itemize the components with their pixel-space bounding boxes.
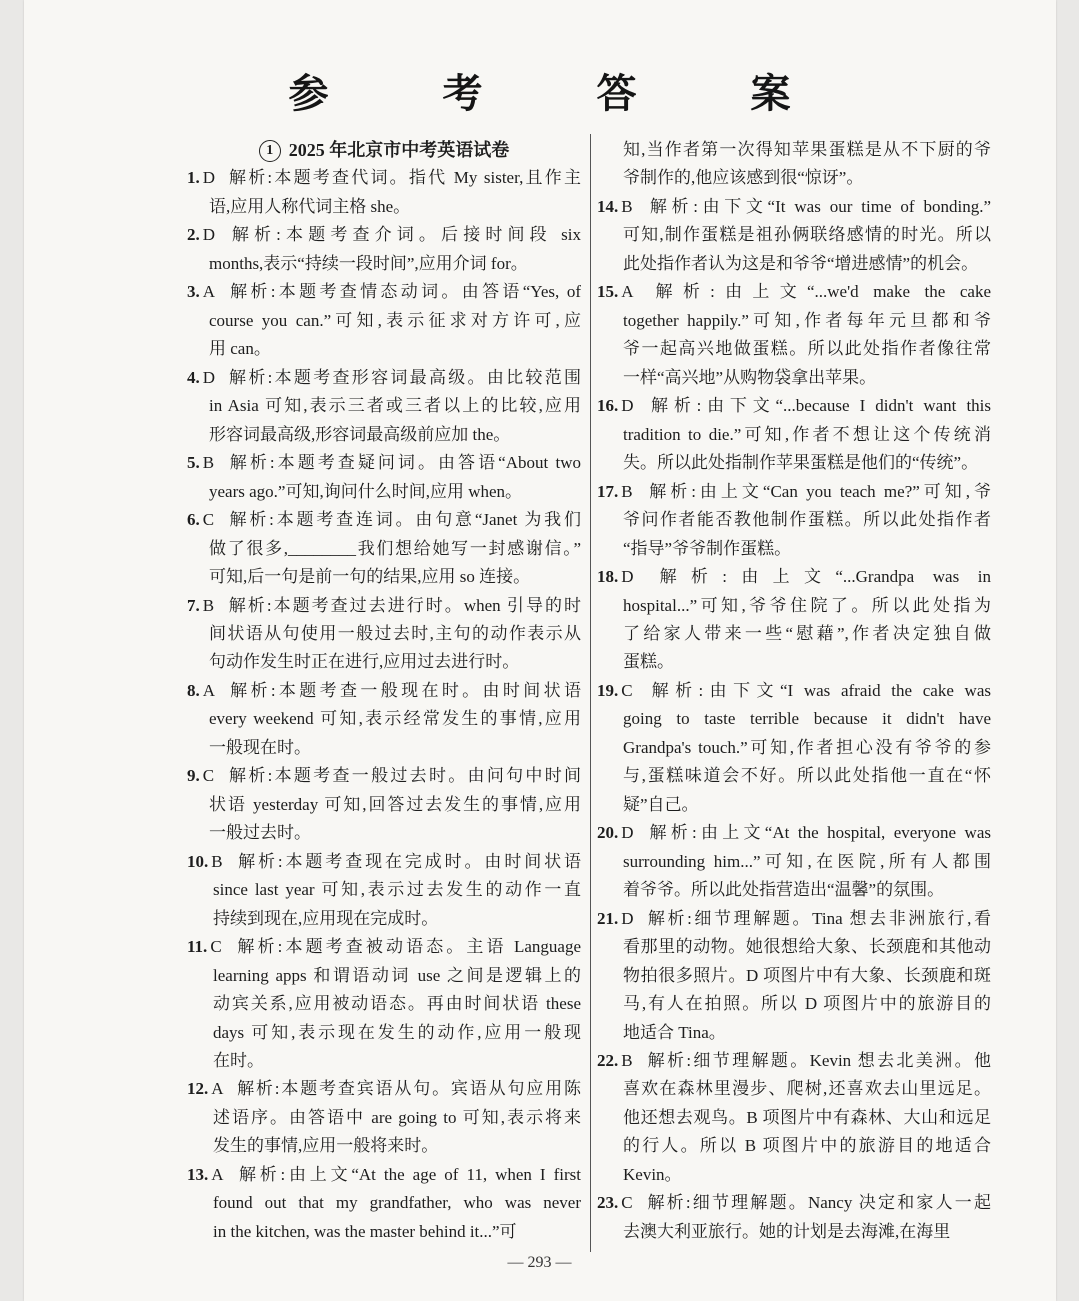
answer-text: 解析:细节理解题。Kevin 想去北美洲。他 [645,1051,991,1070]
answer-item [187,1075,581,1160]
answer-item [187,164,581,221]
answer-choice: B [202,453,215,473]
answer-line [597,364,991,392]
answer-text: 形容词最高级,形容词最高级前应加 the。 [209,424,511,444]
answer-text: every weekend 可知,表示经常发生的事情,应用 [209,709,581,729]
answer-text: 句动作发生时正在进行,应用过去进行时。 [209,652,520,672]
answer-choice: D [621,396,634,416]
answer-line [597,335,991,363]
answer-number: 23. [597,1193,619,1213]
answer-text: 着爷爷。所以此处指营造出“温馨”的氛围。 [623,880,945,900]
answer-text: 一般现在时。 [209,737,311,757]
answer-line [597,762,991,790]
answer-text: 失。所以此处指制作苹果蛋糕是他们的“传统”。 [623,453,979,473]
answer-choice: A [211,1079,224,1099]
answer-line [597,677,991,705]
answer-item [597,478,991,563]
answer-text: 解析:由上文“At the hospital, everyone was [645,823,991,843]
answer-number: 5. [187,453,200,473]
answer-text: 解析:本题考查宾语从句。宾语从句应用陈 [235,1079,581,1099]
answer-text: 解析:本题考查情态动词。由答语“Yes, of [226,282,581,302]
section-title: 2025 年北京市中考英语试卷 [288,140,510,160]
answer-text: 解析:本题考查疑问词。由答语“About two [226,453,581,473]
answer-text: 解析:由上文“Can you teach me?”可知,爷 [645,481,991,501]
answer-text: 解析:本题考查连词。由句意“Janet 为我们 [226,510,581,530]
answer-line [187,221,581,249]
answer-number: 3. [187,282,200,302]
answer-line [187,1104,581,1132]
answer-item [597,1189,991,1246]
answer-text: 解析:由上文“...Grandpa was in [645,567,991,587]
answer-line [597,1218,991,1246]
answer-line [187,648,581,676]
answer-line [597,221,991,249]
answer-text: 解析:本题考查一般现在时。由时间状语 [226,680,581,700]
answer-line [187,478,581,506]
answer-text: since last year 可知,表示过去发生的动作一直 [213,880,581,900]
answer-number: 21. [597,908,619,928]
answer-number: 14. [597,196,619,216]
answer-line [597,1019,991,1047]
answer-text: 与,蛋糕味道会不好。所以此处指他一直在“怀 [623,766,991,786]
answer-line [597,307,991,335]
answer-line [187,1075,581,1103]
answer-line [597,1189,991,1217]
answer-item [597,193,991,278]
answer-line [187,335,581,363]
answer-line [597,791,991,819]
answer-line [187,278,581,306]
answer-line [187,876,581,904]
answer-line [597,449,991,477]
answer-item [597,677,991,819]
answer-line [187,535,581,563]
answer-choice: C [210,937,222,957]
answer-line [187,762,581,790]
answer-text: 持续到现在,应用现在完成时。 [213,908,439,928]
answer-number: 22. [597,1051,619,1070]
answer-line [187,592,581,620]
answer-number: 18. [597,567,619,587]
answer-line [187,705,581,733]
answer-choice: B [621,481,633,501]
answer-text: 解析:细节理解题。Nancy 决定和家人一起 [645,1193,991,1213]
answer-line [187,193,581,221]
answer-text: 述语序。由答语中 are going to 可知,表示将来 [213,1107,581,1127]
answer-line [187,392,581,420]
answer-line [597,421,991,449]
answer-line [187,1189,581,1217]
answer-choice: D [202,168,216,188]
answer-choice: D [621,823,634,843]
answer-line [597,478,991,506]
answer-text: 发生的事情,应用一般将来时。 [213,1136,439,1156]
answer-line [187,307,581,335]
answer-line [597,990,991,1018]
answer-text: 可知,制作蛋糕是祖孙俩联络感情的时光。所以 [623,225,991,245]
answer-line [597,563,991,591]
answer-line [187,848,581,876]
answer-line [187,620,581,648]
answer-item [597,392,991,477]
answer-line [597,876,991,904]
page-title: 参 考 答 案 [288,71,843,116]
answer-text: found out that my grandfather, who was never [213,1193,581,1213]
answer-text: course you can.”可知,表示征求对方许可,应 [209,310,581,330]
answer-item [187,506,581,591]
answer-line [597,392,991,420]
answer-item [187,848,581,933]
answer-choice: A [202,680,216,700]
section-number-circle: 1 [259,140,281,162]
answer-line [597,705,991,733]
answer-item [187,592,581,677]
answer-text: 做了很多,________我们想给她写一封感谢信。” [209,538,581,558]
answer-line [187,819,581,847]
answer-line [597,1075,991,1103]
answer-choice: D [621,908,634,928]
answer-text: 解析:本题考查被动语态。主语 Language [234,937,581,957]
answer-line [597,734,991,762]
answer-text: 可知,后一句是前一句的结果,应用 so 连接。 [209,567,531,587]
answer-text: hospital...”可知,爷爷住院了。所以此处指为 [623,595,991,615]
answer-line [187,506,581,534]
answer-choice: C [621,680,633,700]
page-number: — 293 — [507,1254,572,1271]
answer-number: 10. [187,851,209,871]
answer-choice: B [202,595,215,615]
answer-number: 11. [187,937,208,957]
answer-line [187,364,581,392]
answer-number: 1. [187,168,200,188]
answer-item [187,364,581,449]
answer-item [187,1161,581,1246]
answer-line [187,905,581,933]
answer-choice: D [202,225,216,245]
answer-text: 间状语从句使用一般过去时,主句的动作表示从 [209,623,581,643]
answer-text: in the kitchen, was the master behind it...”可 [213,1221,517,1241]
answer-line [187,990,581,1018]
answer-line [187,164,581,192]
answer-text: 喜欢在森林里漫步、爬树,还喜欢去山里远足。 [623,1079,991,1099]
answer-text: 解析:本题考查介词。后接时间段 six [226,225,581,245]
answer-number: 19. [597,680,619,700]
answer-text: 解析:由下文“It was our time of bonding.” [645,196,991,216]
answer-line [597,848,991,876]
answer-text: 动宾关系,应用被动语态。再由时间状语 these [213,994,581,1014]
answer-text: Grandpa's touch.”可知,作者担心没有爷爷的参 [623,737,991,757]
answer-text: 语,应用人称代词主格 she。 [209,196,411,216]
answer-text: learning apps 和谓语动词 use 之间是逻辑上的 [213,965,581,985]
answer-number: 2. [187,225,200,245]
answer-choice: D [202,367,216,387]
answer-choice: C [202,766,215,786]
answer-line [597,648,991,676]
answer-text: 去澳大利亚旅行。她的计划是去海滩,在海里 [623,1221,951,1241]
answer-text: 解析:本题考查过去进行时。when 引导的时 [226,595,581,615]
answer-text: “指导”爷爷制作蛋糕。 [623,538,792,558]
answer-text: years ago.”可知,询问什么时间,应用 when。 [209,481,523,501]
answer-item [187,221,581,278]
answer-line [187,1218,581,1246]
answer-choice: A [202,282,216,302]
answer-number: 4. [187,367,200,387]
continued-line: 知,当作者第一次得知苹果蛋糕是从不下厨的爷 [623,140,991,159]
answer-text: in Asia 可知,表示三者或三者以上的比较,应用 [209,396,581,416]
answer-text: 解析:本题考查形容词最高级。由比较范围 [226,367,581,387]
answer-text: 解析:由下文“...because I didn't want this [645,396,991,416]
answer-text: 爷一起高兴地做蛋糕。所以此处指作者像往常 [623,339,991,359]
answer-line [597,1132,991,1160]
answer-choice: B [211,851,223,871]
answer-text: 用 can。 [209,339,271,359]
answer-number: 7. [187,595,200,615]
answer-number: 8. [187,680,200,700]
answer-number: 13. [187,1164,209,1184]
answer-line [187,250,581,278]
answer-line [597,535,991,563]
answer-text: 解析:本题考查一般过去时。由问句中时间 [226,766,581,786]
answer-line [187,791,581,819]
answer-line [597,962,991,990]
answer-text: 看那里的动物。她很想给大象、长颈鹿和其他动 [623,937,991,957]
answer-text: days 可知,表示现在发生的动作,应用一般现 [213,1022,581,1042]
answer-line [597,819,991,847]
answer-choice: C [621,1193,633,1213]
answer-line [187,962,581,990]
answer-item [597,563,991,677]
answer-choice: A [211,1164,224,1184]
answer-item [187,933,581,1075]
continued-line: 爷制作的,他应该感到很“惊讶”。 [623,168,864,188]
answer-item [187,677,581,762]
answer-text: 一般过去时。 [209,823,311,843]
answer-line [597,620,991,648]
answer-choice: A [621,282,634,302]
answer-text: 物拍很多照片。D 项图片中有大象、长颈鹿和斑 [623,965,991,985]
answer-text: 在时。 [213,1051,264,1070]
column-divider [590,134,591,1252]
answer-text: 状语 yesterday 可知,回答过去发生的事情,应用 [209,794,581,814]
answer-line [597,933,991,961]
answer-text: 疑”自己。 [623,794,699,814]
answer-number: 9. [187,766,200,786]
answer-line [187,563,581,591]
answer-line [187,933,581,961]
answer-text: 的行人。所以 B 项图片中的旅游目的地适合 [623,1136,991,1156]
answer-text: Kevin。 [623,1164,682,1184]
answer-choice: C [202,510,215,530]
answer-text: 他还想去观鸟。B 项图片中有森林、大山和远足 [623,1107,991,1127]
answer-item [597,1047,991,1189]
answer-line [597,278,991,306]
answer-line [597,250,991,278]
answer-item [187,762,581,847]
answer-line [187,677,581,705]
answer-line [597,905,991,933]
answer-text: together happily.”可知,作者每年元旦都和爷 [623,310,991,330]
section-heading [187,136,581,164]
answer-text: tradition to die.”可知,作者不想让这个传统消 [623,424,991,444]
answer-item [597,905,991,1047]
answer-text: 蛋糕。 [623,652,674,672]
answer-number: 15. [597,282,619,302]
answer-line [597,1047,991,1075]
answer-item [187,449,581,506]
answer-text: 了给家人带来一些“慰藉”,作者决定独自做 [623,623,991,643]
left-column [187,136,581,1246]
answer-line [597,1104,991,1132]
answer-text: 一样“高兴地”从购物袋拿出苹果。 [623,367,877,387]
answer-text: surrounding him...”可知,在医院,所有人都围 [623,851,991,871]
answer-text: 地适合 Tina。 [623,1022,726,1042]
answer-text: 解析:由上文“At the age of 11, when I first [235,1164,581,1184]
answer-number: 6. [187,510,200,530]
answer-line [597,193,991,221]
answer-choice: D [621,567,634,587]
answer-text: months,表示“持续一段时间”,应用介词 for。 [209,253,528,273]
answer-line [187,734,581,762]
answer-number: 20. [597,823,619,843]
answer-item [597,278,991,392]
answer-line [187,1161,581,1189]
answer-text: 解析:本题考查代词。指代 My sister,且作主 [226,168,581,188]
answer-line [187,1019,581,1047]
answer-line [187,421,581,449]
answer-text: 解析:本题考查现在完成时。由时间状语 [235,851,581,871]
answer-text: 解析:由上文“...we'd make the cake [645,282,991,302]
answer-line [597,1161,991,1189]
answer-line [187,1047,581,1075]
answer-number: 16. [597,396,619,416]
answer-text: 马,有人在拍照。所以 D 项图片中的旅游目的 [623,994,991,1014]
answer-text: going to taste terrible because it didn't have [623,709,991,729]
answer-item [597,819,991,904]
answer-line [597,592,991,620]
answer-text: 爷问作者能否教他制作蛋糕。所以此处指作者 [623,510,991,530]
answer-text: 解析:细节理解题。Tina 想去非洲旅行,看 [645,908,991,928]
answer-number: 12. [187,1079,209,1099]
answer-choice: B [621,1051,633,1070]
answer-line [597,506,991,534]
answer-choice: B [621,196,633,216]
answer-text: 此处指作者认为这是和爷爷“增进感情”的机会。 [623,253,979,273]
right-column [597,136,991,1246]
answer-number: 17. [597,481,619,501]
answer-text: 解析:由下文“I was afraid the cake was [645,680,991,700]
answer-line [187,1132,581,1160]
answer-item [187,278,581,363]
answer-line [187,449,581,477]
